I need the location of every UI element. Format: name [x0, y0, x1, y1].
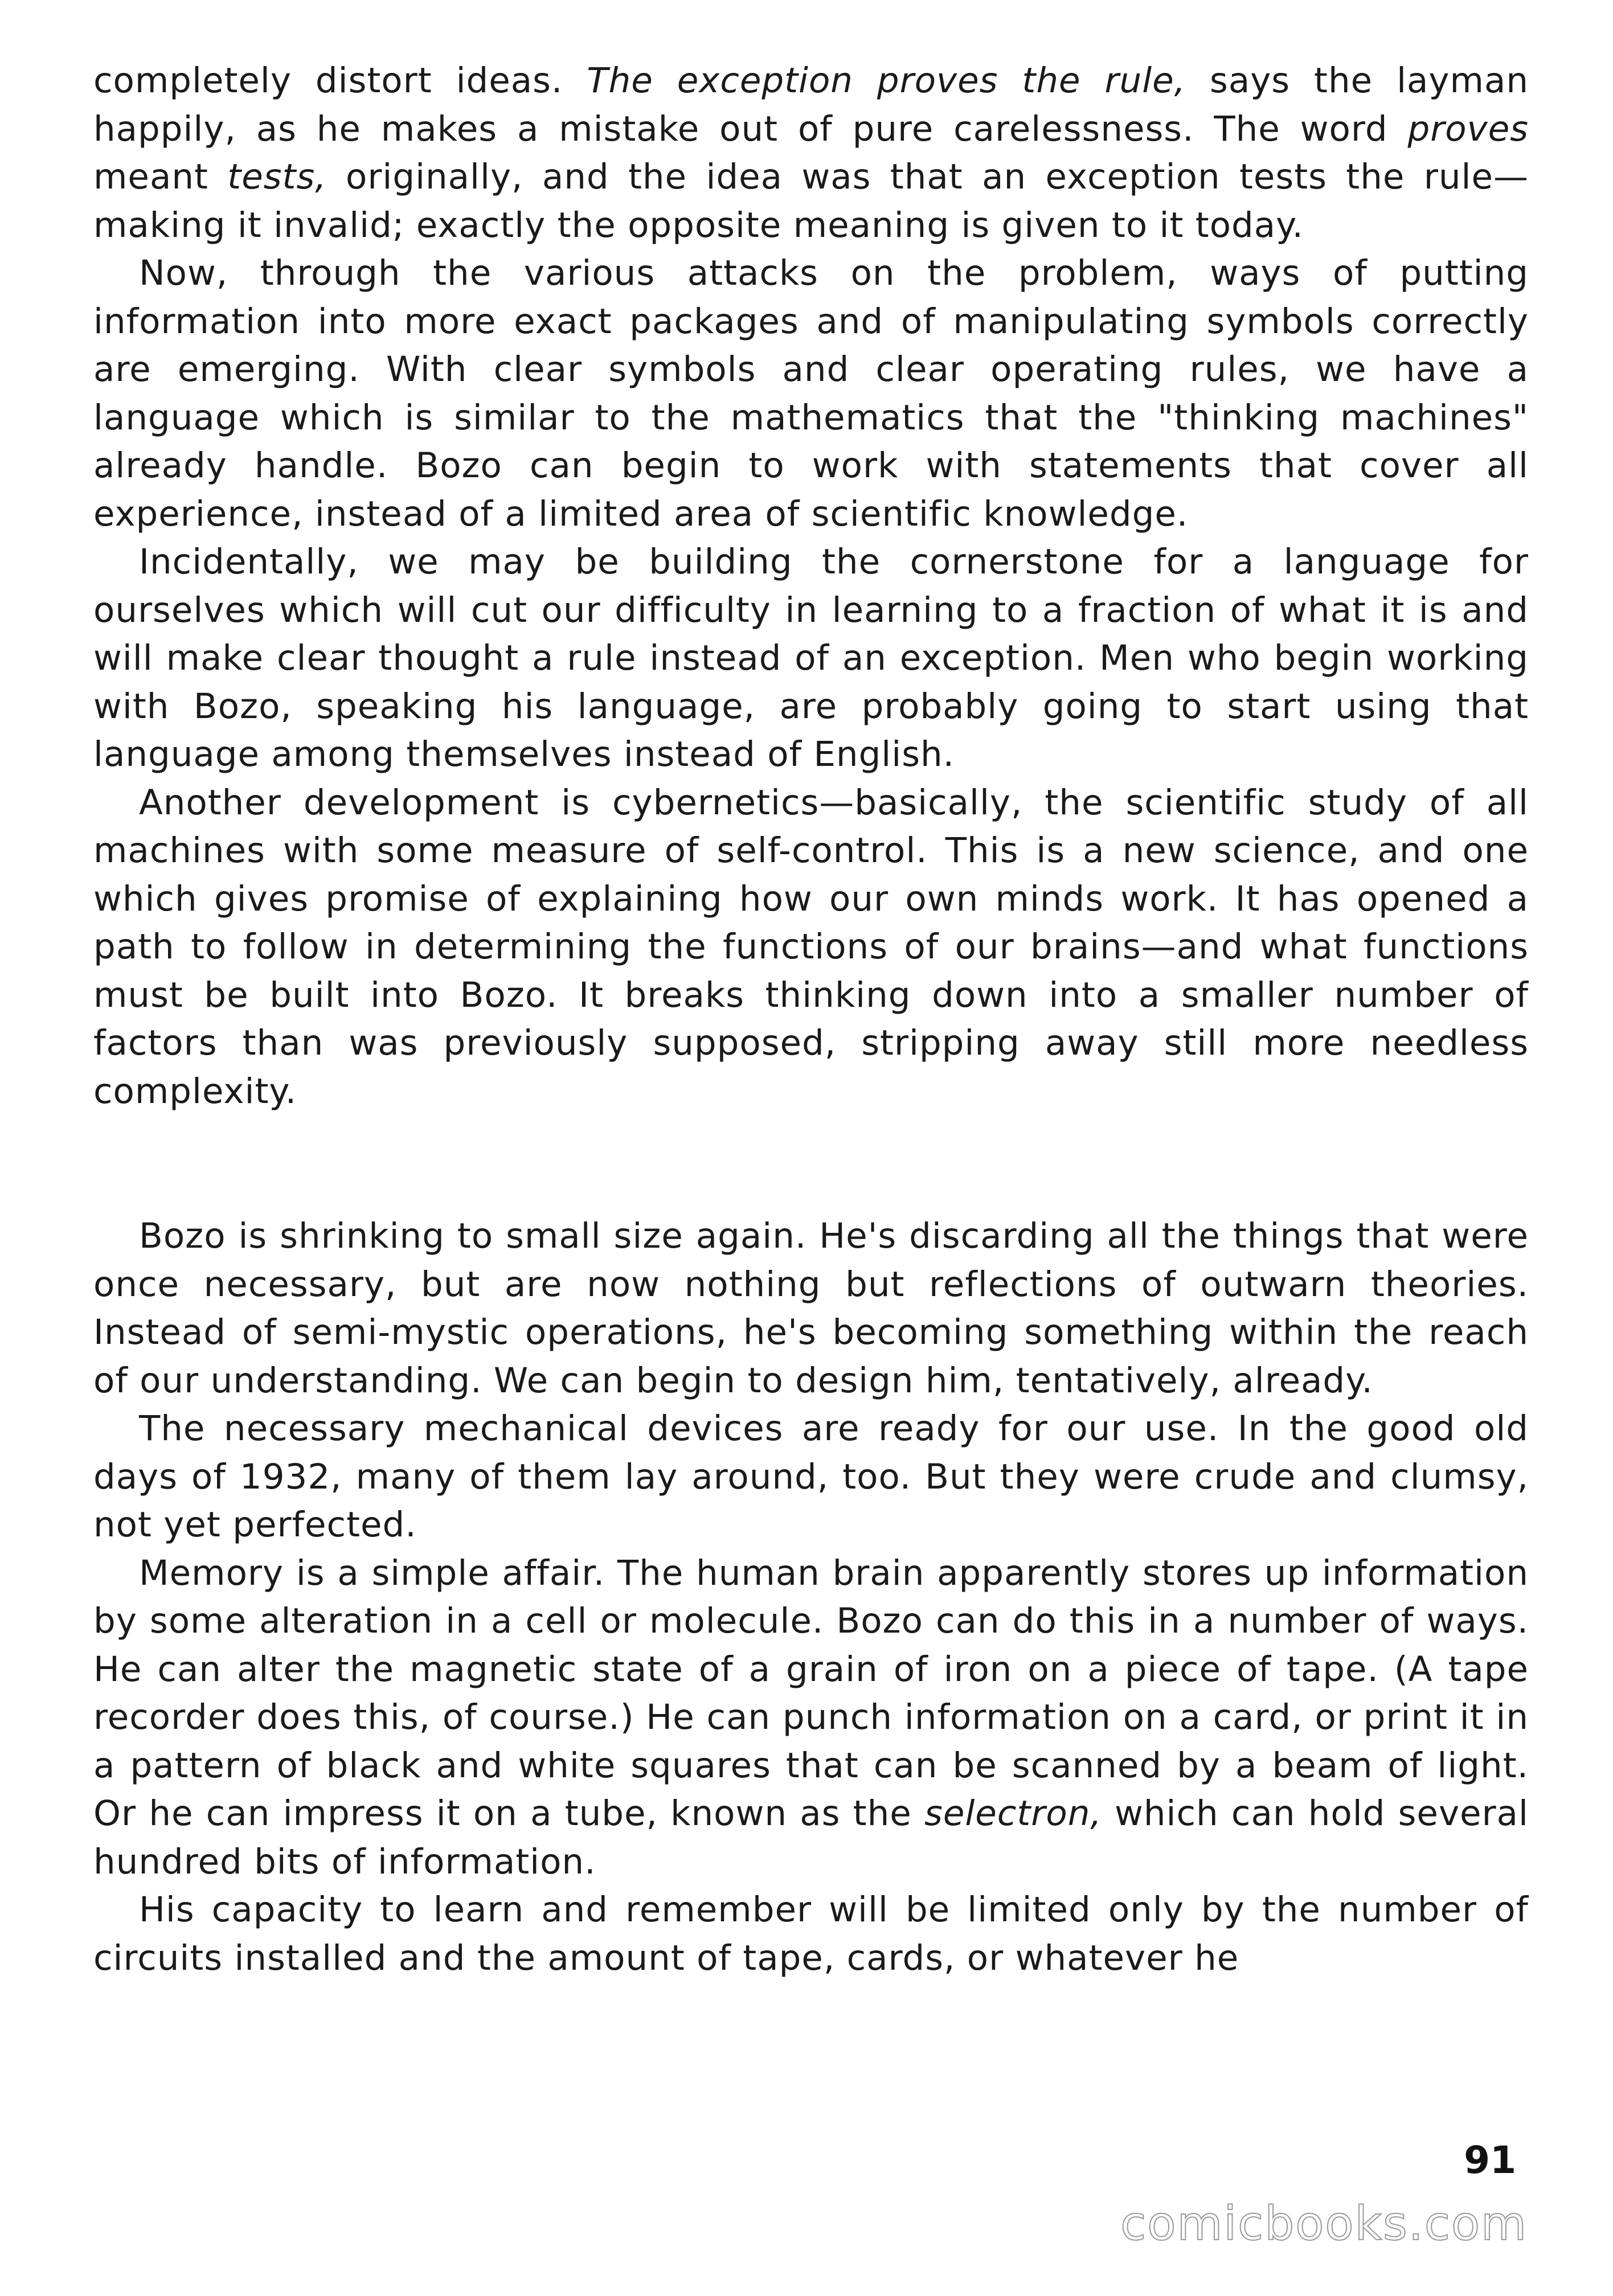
text-run: Incidentally, we may be building the cornerstone for a language for ourselves which will cut our difficulty in learning to a fraction of what it is and will make clear thought a rule instead of an exception. Men who begin working with Bozo, speaking his language, are probably going to start using that language among themselves instead of English.	[93, 542, 1529, 774]
text-run: Memory is a simple affair. The human brain apparently stores up information by some alteration in a cell or molecule. Bozo can do this in a number of ways. He can alter the magnetic state of a grain of iron on a piece of tape. (A tape recorder does this, of course.) He can punch information on a card, or print it in a pattern of black and white squares that can be scanned by a beam of light. Or he can impress it on a tube, known as the	[93, 1552, 1529, 1834]
italic-phrase: selectron,	[924, 1793, 1102, 1834]
italic-phrase: tests,	[227, 157, 327, 197]
body-text	[93, 57, 1529, 1982]
paragraph	[93, 1405, 1529, 1549]
italic-phrase: proves	[1407, 108, 1529, 149]
text-run: Bozo is shrinking to small size again. He's discarding all the things that were once necessary, but are now nothing but reflections of outwarn theories. Instead of semi-mystic operations, he's becoming something within the reach of our understanding. We can begin to design him, tentatively, already.	[93, 1216, 1529, 1401]
text-run: which can hold several hundred bits of information.	[93, 1793, 1529, 1882]
paragraph	[93, 57, 1529, 249]
paragraph	[93, 1212, 1529, 1405]
text-run: Now, through the various attacks on the problem, ways of putting information into more exact packages and of manipulating symbols correctly are emerging. With clear symbols and clear operating rules, we have a language which is similar to the mathematics that the "thinking machines" already handle. Bozo can begin to work with statements that cover all experience, instead of a limited area of scientific knowledge.	[93, 253, 1529, 534]
italic-phrase: The exception proves the rule,	[587, 60, 1186, 101]
text-run: Another development is cybernetics—basically, the scientific study of all machines with some measure of self-control. This is a new science, and one which gives promise of explaining how our own minds work. It has opened a path to follow in determining the functions of our brains—and what functions must be built into Bozo. It breaks thinking down into a smaller number of factors than was previously supposed, stripping away still more needless complexity.	[93, 782, 1529, 1112]
paragraph	[93, 538, 1529, 779]
text-run: meant	[93, 157, 228, 197]
paragraph	[93, 1549, 1529, 1887]
book-page	[93, 57, 1529, 2164]
paragraph	[93, 1886, 1529, 1982]
text-run: originally, and the idea was that an exception tests the rule—making it invalid; exactly the opposite meaning is given to it today.	[93, 157, 1529, 245]
watermark: comicbooks.com	[1120, 2197, 1528, 2251]
text-run: completely distort ideas.	[93, 60, 587, 101]
paragraph	[93, 249, 1529, 538]
page-number: 91	[1464, 2138, 1516, 2182]
text-run: His capacity to learn and remember will be limited only by the number of circuits installed and the amount of tape, cards, or whatever he	[93, 1889, 1529, 1978]
paragraph	[93, 779, 1529, 1116]
text-run: says the layman happily, as he makes a mistake out of pure carelessness. The word	[93, 60, 1529, 149]
text-run: The necessary mechanical devices are ready for our use. In the good old days of 1932, many of them lay around, too. But they were crude and clumsy, not yet perfected.	[93, 1408, 1529, 1545]
